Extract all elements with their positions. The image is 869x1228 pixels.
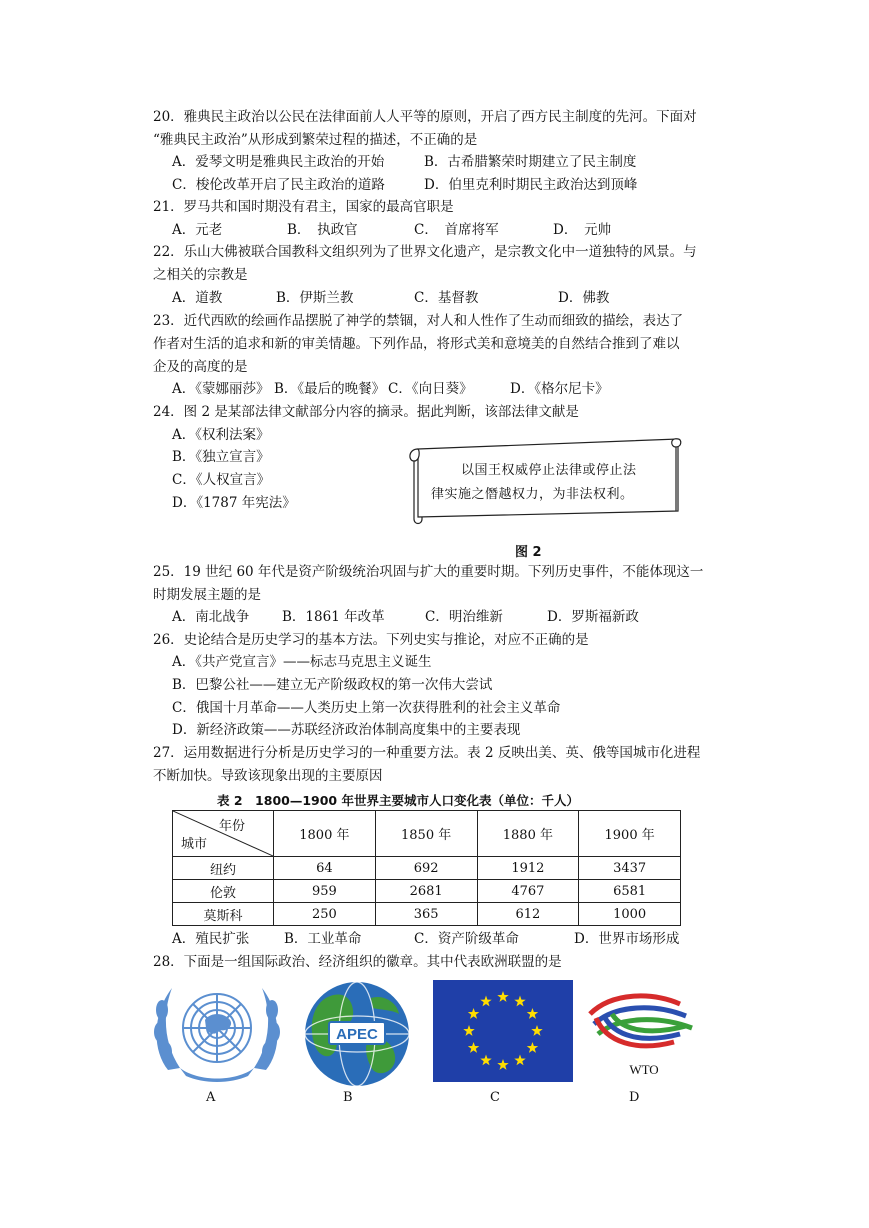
q27-option-b: B．工业革命 (284, 931, 362, 947)
q27-option-a: A．殖民扩张 (172, 931, 250, 947)
value-cell: 612 (477, 903, 579, 926)
q28-stem: 28．下面是一组国际政治、经济组织的徽章。其中代表欧洲联盟的是 (153, 954, 562, 970)
q20-option-d: D．伯里克利时期民主政治达到顶峰 (424, 177, 638, 193)
table-row (173, 903, 681, 926)
value-cell: 6581 (579, 880, 681, 903)
wto-emblem-icon (582, 980, 706, 1080)
q21-option-d: D． 元帅 (553, 222, 612, 238)
wto-text: WTO (629, 1062, 659, 1077)
table-row (173, 880, 681, 903)
value-cell: 365 (375, 903, 477, 926)
un-emblem-icon (150, 980, 284, 1083)
q23-stem-line1: 23．近代西欧的绘画作品摆脱了神学的禁锢，对人和人性作了生动而细致的描绘，表达了 (153, 313, 684, 329)
value-cell: 64 (274, 857, 376, 880)
q23-stem-line3: 企及的高度的是 (153, 359, 248, 375)
q20-option-a: A．爱琴文明是雅典民主政治的开始 (172, 154, 385, 170)
value-cell: 1912 (477, 857, 579, 880)
q23-stem-line2: 作者对生活的追求和新的审美情趣。下列作品，将形式美和意境美的自然结合推到了难以 (153, 336, 680, 352)
eu-flag-icon (433, 980, 573, 1082)
q22-options (172, 288, 609, 308)
value-cell: 692 (375, 857, 477, 880)
q20-option-c: C．梭伦改革开启了民主政治的道路 (172, 177, 385, 193)
apec-emblem-icon (293, 980, 425, 1088)
q20-stem-line2: “雅典民主政治”从形成到繁荣过程的描述，不正确的是 (153, 132, 478, 148)
city-cell: 莫斯科 (173, 903, 274, 926)
q22-option-d: D．佛教 (558, 290, 610, 306)
figure-caption: 图 2 (515, 545, 542, 560)
q21-stem: 21．罗马共和国时期没有君主，国家的最高官职是 (153, 199, 454, 215)
value-cell: 1000 (579, 903, 681, 926)
population-table (172, 810, 681, 926)
q22-stem-line1: 22．乐山大佛被联合国教科文组织列为了世界文化遗产，是宗教文化中一道独特的风景。与 (153, 244, 697, 260)
q22-option-a: A．道教 (172, 290, 223, 306)
city-cell: 纽约 (173, 857, 274, 880)
q24-option-a: A．《权利法案》 (172, 427, 270, 443)
corner-year-label: 年份 (218, 819, 245, 834)
emblem-label-b: B (343, 1090, 353, 1105)
table-row (173, 857, 681, 880)
q27-option-c: C．资产阶级革命 (414, 931, 519, 947)
q25-stem-line2: 时期发展主题的是 (153, 587, 261, 603)
q25-option-b: B．1861 年改革 (282, 609, 385, 625)
col-header-1900: 1900 年 (579, 811, 681, 857)
q25-option-c: C．明治维新 (425, 609, 503, 625)
q23-option-a: A．《蒙娜丽莎》 (172, 381, 270, 397)
q21-option-c: C． 首席将军 (414, 222, 499, 238)
city-cell: 伦敦 (173, 880, 274, 903)
q21-options (172, 220, 611, 240)
value-cell: 2681 (375, 880, 477, 903)
apec-text: APEC (336, 1026, 378, 1043)
emblem-label-a: A (206, 1090, 216, 1105)
scroll-text-line1: 以国王权威停止法律或停止法 (461, 463, 637, 478)
q22-option-b: B．伊斯兰教 (276, 290, 354, 306)
table-header-row (173, 811, 681, 857)
q25-stem-line1: 25．19 世纪 60 年代是资产阶级统治巩固与扩大的重要时期。下列历史事件，不能体现这一 (153, 564, 704, 580)
col-header-1880: 1880 年 (477, 811, 579, 857)
q25-option-a: A．南北战争 (172, 609, 250, 625)
emblem-label-c: C (490, 1090, 500, 1105)
value-cell: 4767 (477, 880, 579, 903)
q25-options (172, 607, 639, 627)
q24-option-b: B．《独立宣言》 (172, 449, 270, 465)
q24-option-d: D．《1787 年宪法》 (172, 495, 296, 511)
q23-option-d: D．《格尔尼卡》 (510, 381, 609, 397)
q26-stem: 26．史论结合是历史学习的基本方法。下列史实与推论，对应不正确的是 (153, 632, 589, 648)
scroll-figure (406, 435, 684, 525)
col-header-1850: 1850 年 (375, 811, 477, 857)
q24-option-c: C．《人权宣言》 (172, 472, 271, 488)
value-cell: 959 (274, 880, 376, 903)
value-cell: 250 (274, 903, 376, 926)
q23-option-c: C．《向日葵》 (388, 381, 473, 397)
q20-options-row1 (172, 152, 636, 172)
table-corner-cell (173, 811, 274, 857)
q20-stem-line1: 20．雅典民主政治以公民在法律面前人人平等的原则，开启了西方民主制度的先河。下面对 (153, 109, 697, 125)
scroll-text-line2: 律实施之僭越权力，为非法权利。 (431, 487, 634, 502)
emblem-label-d: D (629, 1090, 640, 1105)
q27-stem-line2: 不断加快。导致该现象出现的主要原因 (153, 768, 383, 784)
q20-option-b: B．古希腊繁荣时期建立了民主制度 (424, 154, 637, 170)
q23-options (172, 379, 609, 399)
value-cell: 3437 (579, 857, 681, 880)
col-header-1800: 1800 年 (274, 811, 376, 857)
table-title: 表 2 1800—1900 年世界主要城市人口变化表（单位：千人） (217, 793, 579, 808)
q27-option-d: D．世界市场形成 (574, 931, 680, 947)
q26-option-d: D．新经济政策——苏联经济政治体制高度集中的主要表现 (172, 722, 521, 738)
q21-option-a: A．元老 (172, 222, 223, 238)
q22-stem-line2: 之相关的宗教是 (153, 267, 248, 283)
corner-city-label: 城市 (181, 837, 208, 852)
q23-option-b: B．《最后的晚餐》 (274, 381, 386, 397)
q26-option-b: B．巴黎公社——建立无产阶级政权的第一次伟大尝试 (172, 677, 493, 693)
q22-option-c: C．基督教 (414, 290, 479, 306)
q26-option-a: A．《共产党宣言》——标志马克思主义诞生 (172, 654, 432, 670)
q25-option-d: D．罗斯福新政 (547, 609, 639, 625)
q24-stem: 24．图 2 是某部法律文献部分内容的摘录。据此判断，该部法律文献是 (153, 404, 579, 420)
q27-options (172, 929, 679, 949)
q27-stem-line1: 27．运用数据进行分析是历史学习的一种重要方法。表 2 反映出美、英、俄等国城市化进程 (153, 745, 701, 761)
q21-option-b: B． 执政官 (287, 222, 358, 238)
q20-options-row2 (172, 175, 637, 195)
q26-option-c: C．俄国十月革命——人类历史上第一次获得胜利的社会主义革命 (172, 700, 561, 716)
